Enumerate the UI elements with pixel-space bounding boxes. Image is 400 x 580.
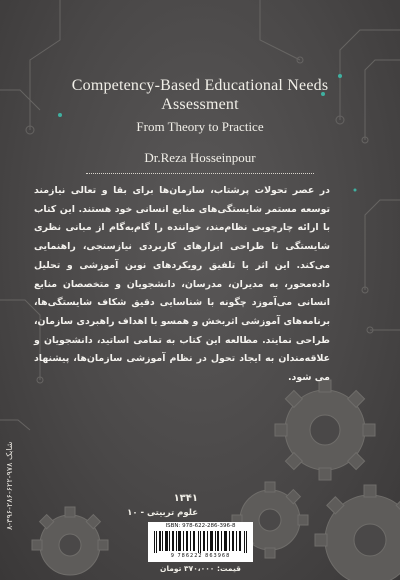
isbn-vertical: شابک ۹۷۸-۶۲۲-۲۸۶-۳۹۶-۸ — [5, 441, 14, 530]
barcode-bars — [154, 531, 247, 553]
price-label: قیمت: ۳۷۰،۰۰۰ تومان — [160, 564, 241, 573]
barcode — [148, 522, 253, 562]
book-subtitle: From Theory to Practice — [136, 119, 264, 134]
divider — [86, 173, 314, 174]
author-name: Dr.Reza Hosseinpour — [144, 150, 256, 165]
barcode-digits: 9 786222 863968 — [170, 553, 231, 559]
barcode-isbn: ISBN: 978-622-286-396-8 — [165, 523, 236, 529]
series-label: علوم تربیتی - ۱۰ — [127, 508, 198, 518]
title-block — [40, 76, 360, 136]
publication-year: ۱۳۴۱ — [173, 493, 198, 504]
book-title: Competency-Based Educational Needs Assessment — [71, 77, 329, 113]
book-description: در عصر تحولات پرشتاب، سازمان‌ها برای بقا و تعالی نیازمند توسعه مستمر شایستگی‌های منابع انسانی خود هستند. این کتاب با ارائه چارچوبی نظام‌مند، خواننده را گام‌به‌گام از مبانی نظری شایستگی تا طراحی ابزارهای کاربردی نیازسنجی، راهنمایی می‌کند. این اثر با تلفیق رویکردهای نوین آموزشی و تحلیل داده‌محور، به مدیران، مدرسان، دانشجویان و متخصصان منابع انسانی می‌آموزد چگونه با شناسایی دقیق شکاف شایستگی‌ها، برنامه‌های آموزشی اثربخش و همسو با اهداف راهبردی سازمان، طراحی نمایند. مطالعه این کتاب به تمامی اساتید، دانشجویان و علاقه‌مندان به ایجاد تحول در نظام آموزشی سازمان‌ها، پیشنهاد می شود. — [34, 185, 330, 384]
